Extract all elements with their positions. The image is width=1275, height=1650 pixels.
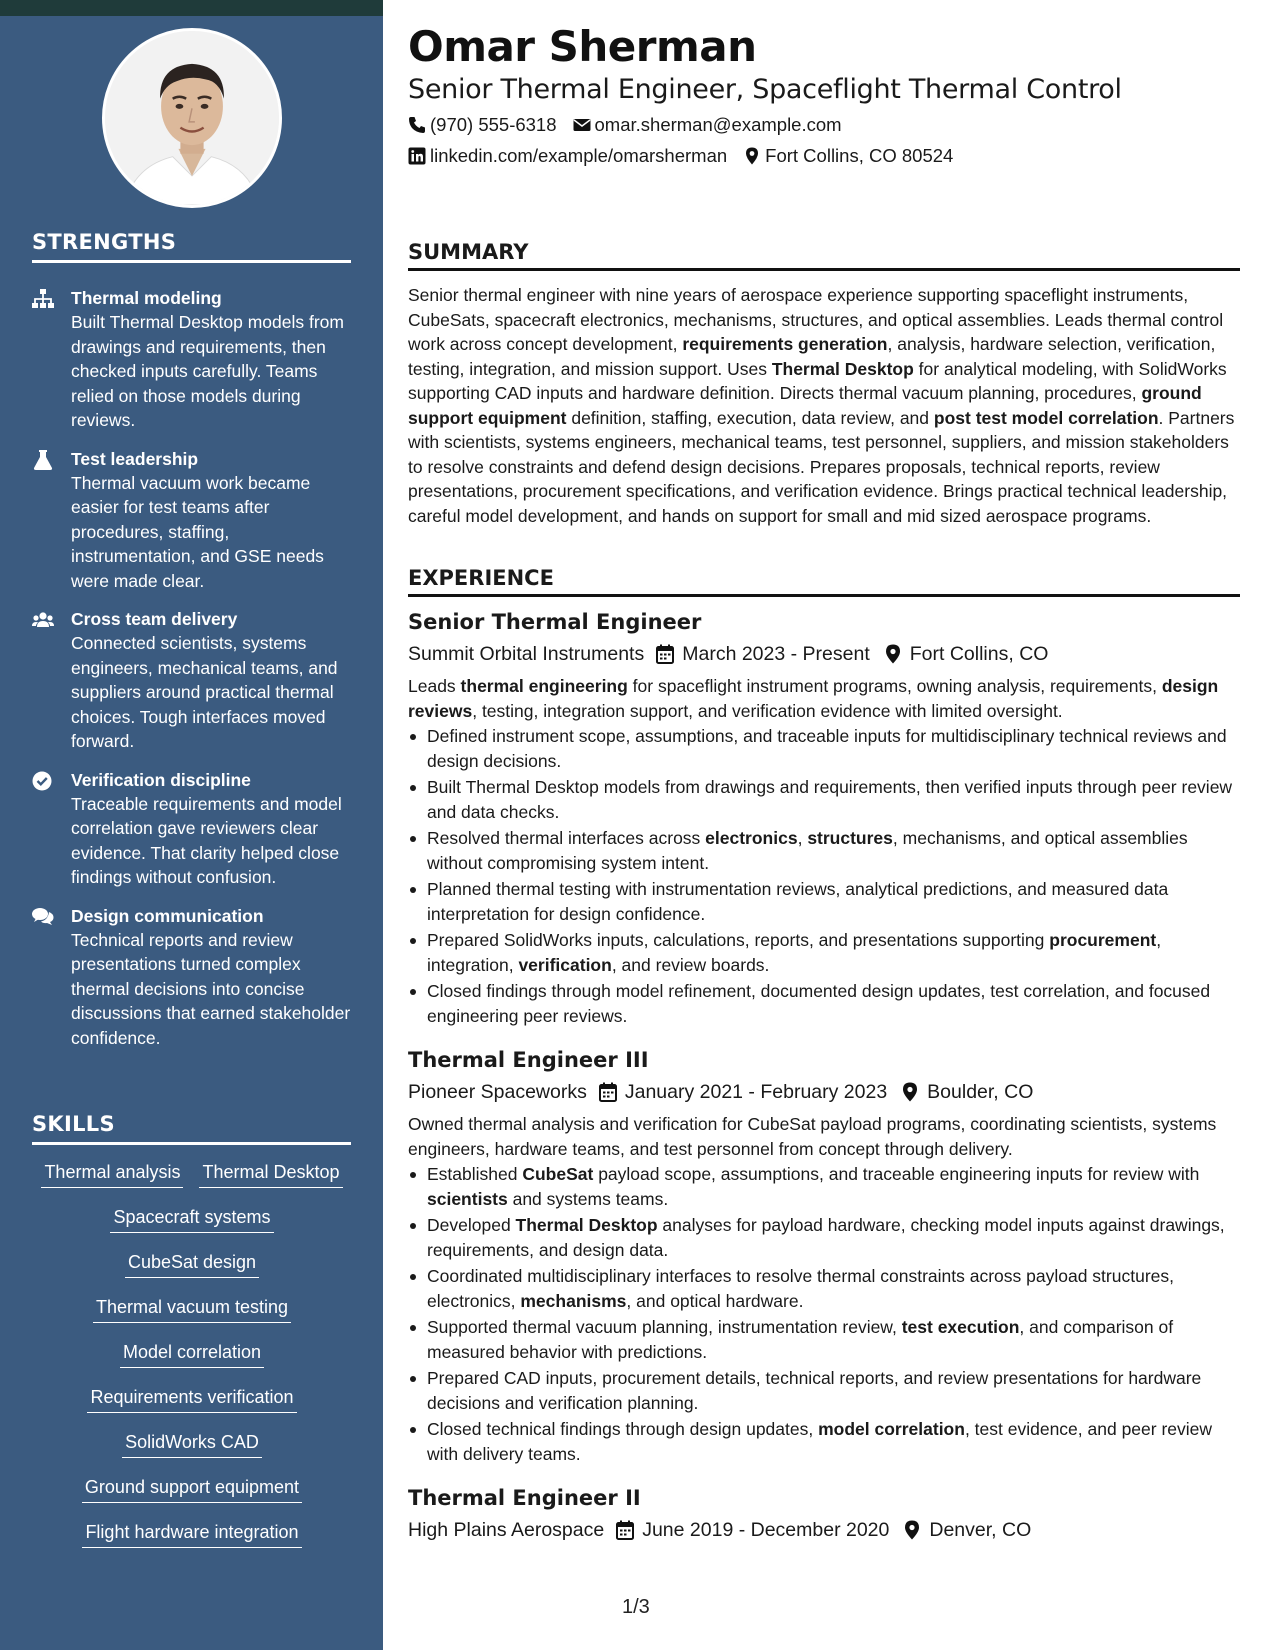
- contact-row: [408, 114, 858, 136]
- skill-tag: SolidWorks CAD: [122, 1430, 262, 1458]
- sidebar-top-bar: [0, 0, 383, 16]
- avatar-illustration: [105, 31, 279, 205]
- skill-tag: Flight hardware integration: [82, 1520, 301, 1548]
- list-item: Supported thermal vacuum planning, instrumentation review, test execution, and comparison of measured behavior with predictions.: [408, 1315, 1240, 1364]
- sidebar: [0, 0, 383, 1650]
- map-pin-icon: [903, 1520, 921, 1540]
- list-item: Prepared CAD inputs, procurement details, technical reports, and review presentations for hardware decisions and verification planning.: [408, 1366, 1240, 1415]
- strength-desc: Connected scientists, systems engineers, mechanical teams, and suppliers around practical thermal choices. Tough interfaces moved forward.: [71, 633, 338, 751]
- linkedin-text: linkedin.com/example/omarsherman: [430, 145, 728, 166]
- calendar-icon: [616, 1520, 634, 1540]
- skills-list: [32, 1160, 352, 1565]
- main-content: [408, 0, 1240, 1650]
- strength-item: [32, 607, 352, 754]
- calendar-icon: [656, 644, 674, 664]
- job-entry: [408, 1484, 1240, 1544]
- summary-text: Senior thermal engineer with nine years of aerospace experience supporting spaceflight instruments, CubeSats, spacecraft electronics, mechanisms, structures, and optical assemblies. Leads thermal control work across concept development, requirements generation, analysis, hardware selection, verification, testing, integration, and mission support. Uses Thermal Desktop for analytical modeling, with SolidWorks supporting CAD inputs and hardware definition. Directs thermal vacuum planning, procedures, ground support equipment definition, staffing, execution, data review, and post test model correlation. Partners with scientists, systems engineers, mechanical teams, test personnel, suppliers, and mission stakeholders to resolve constraints and defend design decisions. Prepares proposals, technical reports, review presentations, procurement specifications, and verification evidence. Brings practical technical leadership, careful model development, and hands on support for small and mid sized aerospace programs.: [408, 285, 1235, 526]
- users-icon: [32, 607, 71, 754]
- list-item: Built Thermal Desktop models from drawings and requirements, then verified inputs through peer review and data checks.: [408, 775, 1240, 824]
- email-text: omar.sherman@example.com: [594, 114, 842, 135]
- skill-tag: Thermal vacuum testing: [93, 1295, 291, 1323]
- list-item: Planned thermal testing with instrumentation reviews, analytical predictions, and measured data interpretation for design confidence.: [408, 877, 1240, 926]
- comments-icon: [32, 904, 71, 1051]
- strength-title: Cross team delivery: [71, 609, 238, 629]
- contact-phone[interactable]: [408, 114, 557, 136]
- page-number: 1/3: [622, 1596, 650, 1618]
- list-item: Closed technical findings through design updates, model correlation, test evidence, and peer review with delivery teams.: [408, 1417, 1240, 1466]
- strength-title: Test leadership: [71, 448, 199, 469]
- skill-tag: Thermal analysis: [41, 1160, 183, 1188]
- job-location: Denver, CO: [929, 1518, 1032, 1541]
- job-role: Thermal Engineer III: [408, 1048, 649, 1072]
- skill-tag: Model correlation: [120, 1340, 264, 1368]
- list-item: Prepared SolidWorks inputs, calculations, reports, and presentations supporting procurement, integration, verification, and review boards.: [408, 928, 1240, 977]
- job-bullets: [408, 724, 1240, 1028]
- location-text: Fort Collins, CO 80524: [765, 145, 954, 166]
- strength-title: Verification discipline: [71, 769, 251, 790]
- skills-heading: SKILLS: [32, 1112, 351, 1145]
- skill-tag: CubeSat design: [125, 1250, 259, 1278]
- map-pin-icon: [884, 644, 902, 664]
- job-company: Pioneer Spaceworks: [408, 1080, 587, 1103]
- map-pin-icon: [743, 147, 761, 165]
- phone-text: (970) 555-6318: [430, 114, 557, 135]
- contact-linkedin[interactable]: [408, 145, 727, 167]
- list-item: Closed findings through model refinement, documented design updates, test correlation, and focused engineering peer reviews.: [408, 979, 1240, 1028]
- strength-desc: Thermal vacuum work became easier for test teams after procedures, staffing, instrumentation, and GSE needs were made clear.: [71, 472, 324, 591]
- list-item: Defined instrument scope, assumptions, and traceable inputs for multidisciplinary technical reviews and design decisions.: [408, 724, 1240, 773]
- linkedin-icon: [408, 147, 426, 165]
- calendar-icon: [599, 1082, 617, 1102]
- skill-tag: Thermal Desktop: [199, 1160, 342, 1188]
- job-entry: [408, 1046, 1240, 1468]
- job-bullets: [408, 1162, 1240, 1466]
- flask-icon: [32, 447, 71, 594]
- strength-desc: Built Thermal Desktop models from drawings and requirements, then checked inputs carefully. Teams relied on those models during reviews.: [71, 312, 344, 430]
- list-item: Developed Thermal Desktop analyses for payload hardware, checking model inputs against drawings, requirements, and design data.: [408, 1213, 1240, 1262]
- contact-row: [408, 145, 969, 167]
- job-meta: [408, 640, 1240, 668]
- avatar: [102, 28, 282, 208]
- job-dates: March 2023 - Present: [682, 642, 870, 665]
- strengths-heading: STRENGTHS: [32, 230, 351, 263]
- job-company: High Plains Aerospace: [408, 1518, 605, 1541]
- strength-desc: Technical reports and review presentations turned complex thermal decisions into concise discussions that earned stakeholder confidence.: [71, 929, 351, 1048]
- job-role: Senior Thermal Engineer: [408, 610, 702, 634]
- skill-tag: Spacecraft systems: [110, 1205, 273, 1233]
- sitemap-icon: [32, 286, 71, 433]
- list-item: Established CubeSat payload scope, assumptions, and traceable engineering inputs for review with scientists and systems teams.: [408, 1162, 1240, 1211]
- job-entry: [408, 608, 1240, 1030]
- contact-email[interactable]: [573, 114, 842, 136]
- strength-item: [32, 286, 352, 433]
- strength-item: [32, 768, 352, 890]
- strength-title: Thermal modeling: [71, 288, 222, 308]
- job-intro: Owned thermal analysis and verification for CubeSat payload programs, coordinating scientists, systems engineers, hardware teams, and test personnel from concept through delivery.: [408, 1114, 1217, 1159]
- experience-heading: EXPERIENCE: [408, 566, 1240, 597]
- job-dates: January 2021 - February 2023: [624, 1080, 888, 1103]
- candidate-title: Senior Thermal Engineer, Spaceflight Thermal Control: [408, 74, 1122, 105]
- strength-desc: Traceable requirements and model correlation gave reviewers clear evidence. That clarity helped close findings without confusion.: [71, 793, 342, 887]
- job-intro: Leads thermal engineering for spaceflight instrument programs, owning analysis, requirements, design reviews, testing, integration support, and verification evidence with limited oversight.: [408, 676, 1219, 721]
- contact-location: [743, 145, 953, 167]
- job-meta: [408, 1078, 1240, 1106]
- envelope-icon: [573, 116, 591, 134]
- strengths-list: [32, 286, 352, 1064]
- check-circle-icon: [32, 768, 71, 890]
- candidate-name: Omar Sherman: [408, 22, 757, 71]
- job-location: Boulder, CO: [927, 1080, 1034, 1103]
- skill-tag: Ground support equipment: [82, 1475, 302, 1503]
- strength-title: Design communication: [71, 905, 264, 926]
- job-location: Fort Collins, CO: [909, 642, 1049, 665]
- strength-item: [32, 904, 352, 1051]
- phone-icon: [408, 116, 426, 134]
- job-role: Thermal Engineer II: [408, 1486, 641, 1510]
- job-company: Summit Orbital Instruments: [408, 642, 645, 665]
- list-item: Resolved thermal interfaces across electronics, structures, mechanisms, and optical assemblies without compromising system intent.: [408, 826, 1240, 875]
- job-dates: June 2019 - December 2020: [642, 1518, 890, 1541]
- job-meta: [408, 1516, 1240, 1544]
- list-item: Coordinated multidisciplinary interfaces to resolve thermal constraints across payload structures, electronics, mechanisms, and optical hardware.: [408, 1264, 1240, 1313]
- summary-heading: SUMMARY: [408, 240, 1240, 271]
- strength-item: [32, 447, 352, 594]
- skill-tag: Requirements verification: [87, 1385, 296, 1413]
- map-pin-icon: [901, 1082, 919, 1102]
